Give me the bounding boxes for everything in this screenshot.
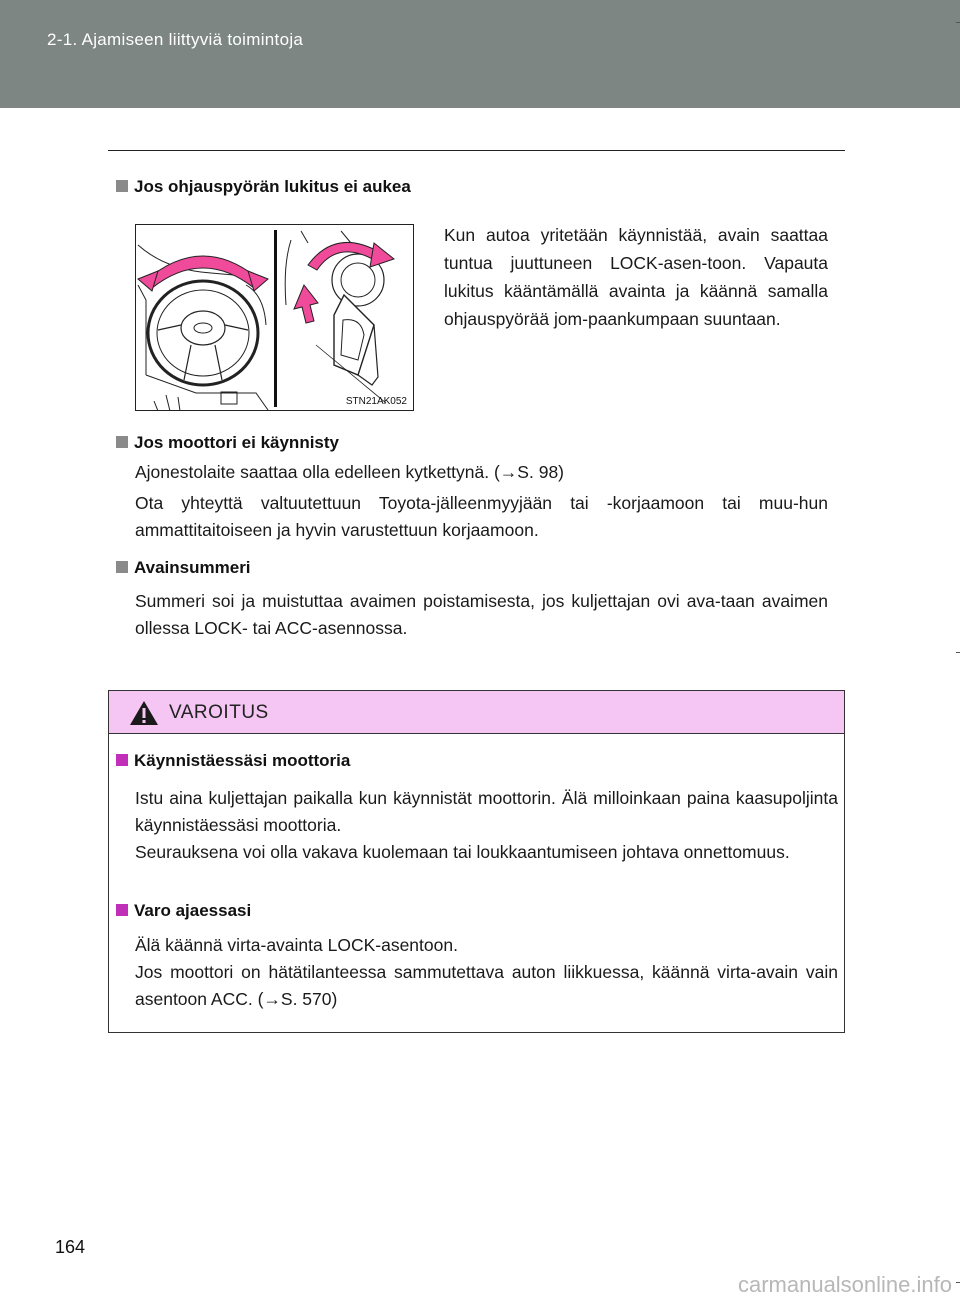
square-bullet-icon xyxy=(116,561,128,573)
steering-lock-text: Kun autoa yritetään käynnistää, avain saattaa tuntua juuttuneen LOCK-asen-toon. Vapauta lukitus kääntämällä avainta ja käännä samalla ohjauspyörää jom-paankumpaan suuntaan. xyxy=(444,225,828,329)
steering-wheel-key-drawing xyxy=(136,225,414,411)
top-rule xyxy=(108,150,845,151)
warning-box xyxy=(108,690,845,1033)
warning-heading-starting-engine xyxy=(116,751,350,771)
key-buzzer-text: Summeri soi ja muistuttaa avaimen poistamisesta, jos kuljettajan ovi ava-taan avaimen ollessa LOCK- tai ACC-asennossa. xyxy=(135,591,828,638)
warning-triangle-icon xyxy=(129,700,159,726)
page-header xyxy=(0,0,960,108)
warning-heading-driving xyxy=(116,901,251,921)
square-bullet-icon xyxy=(116,754,128,766)
warning-text-4: Jos moottori on hätätilanteessa sammutettava auton liikkuessa, käännä virta-avain vain asentoon ACC. (→S. 570) xyxy=(135,962,838,1009)
section-heading-steering-lock xyxy=(116,177,411,197)
warning-text-1: Istu aina kuljettajan paikalla kun käynnistät moottorin. Älä milloinkaan paina kaasupoljinta käynnistäessäsi moottoria. xyxy=(135,788,838,835)
heading-text: Avainsummeri xyxy=(134,558,251,577)
engine-text-2: Ota yhteyttä valtuutettuun Toyota-jälleenmyyjään tai -korjaamoon tai muu-hun ammattitaitoiseen ja hyvin varustettuun korjaamoon. xyxy=(135,493,828,540)
steering-key-illustration xyxy=(135,224,414,411)
heading-text: Jos moottori ei käynnisty xyxy=(134,433,339,452)
square-bullet-icon xyxy=(116,180,128,192)
heading-text: Jos ohjauspyörän lukitus ei aukea xyxy=(134,177,411,196)
warning-header xyxy=(109,691,844,734)
warning-title: VAROITUS xyxy=(169,702,269,723)
square-bullet-icon xyxy=(116,436,128,448)
watermark: carmanualsonline.info xyxy=(737,1272,952,1297)
warning-text-2: Seurauksena voi olla vakava kuolemaan tai loukkaantumiseen johtava onnettomuus. xyxy=(135,842,790,862)
section-heading-engine-not-start xyxy=(116,433,339,453)
chapter-title: 2-1. Ajamiseen liittyviä toimintoja xyxy=(47,30,304,49)
crop-mark xyxy=(956,652,960,653)
crop-mark xyxy=(956,1282,960,1283)
crop-mark xyxy=(956,22,960,23)
warning-text-3: Älä käännä virta-avainta LOCK-asentoon. xyxy=(135,935,458,955)
page-number: 164 xyxy=(55,1237,86,1257)
section-heading-key-buzzer xyxy=(116,558,251,578)
heading-text: Varo ajaessasi xyxy=(134,901,252,920)
square-bullet-icon xyxy=(116,904,128,916)
engine-text-1: Ajonestolaite saattaa olla edelleen kytkettynä. (→S. 98) xyxy=(135,462,564,482)
figure-code: STN21AK052 xyxy=(345,396,407,407)
heading-text: Käynnistäessäsi moottoria xyxy=(134,751,351,770)
